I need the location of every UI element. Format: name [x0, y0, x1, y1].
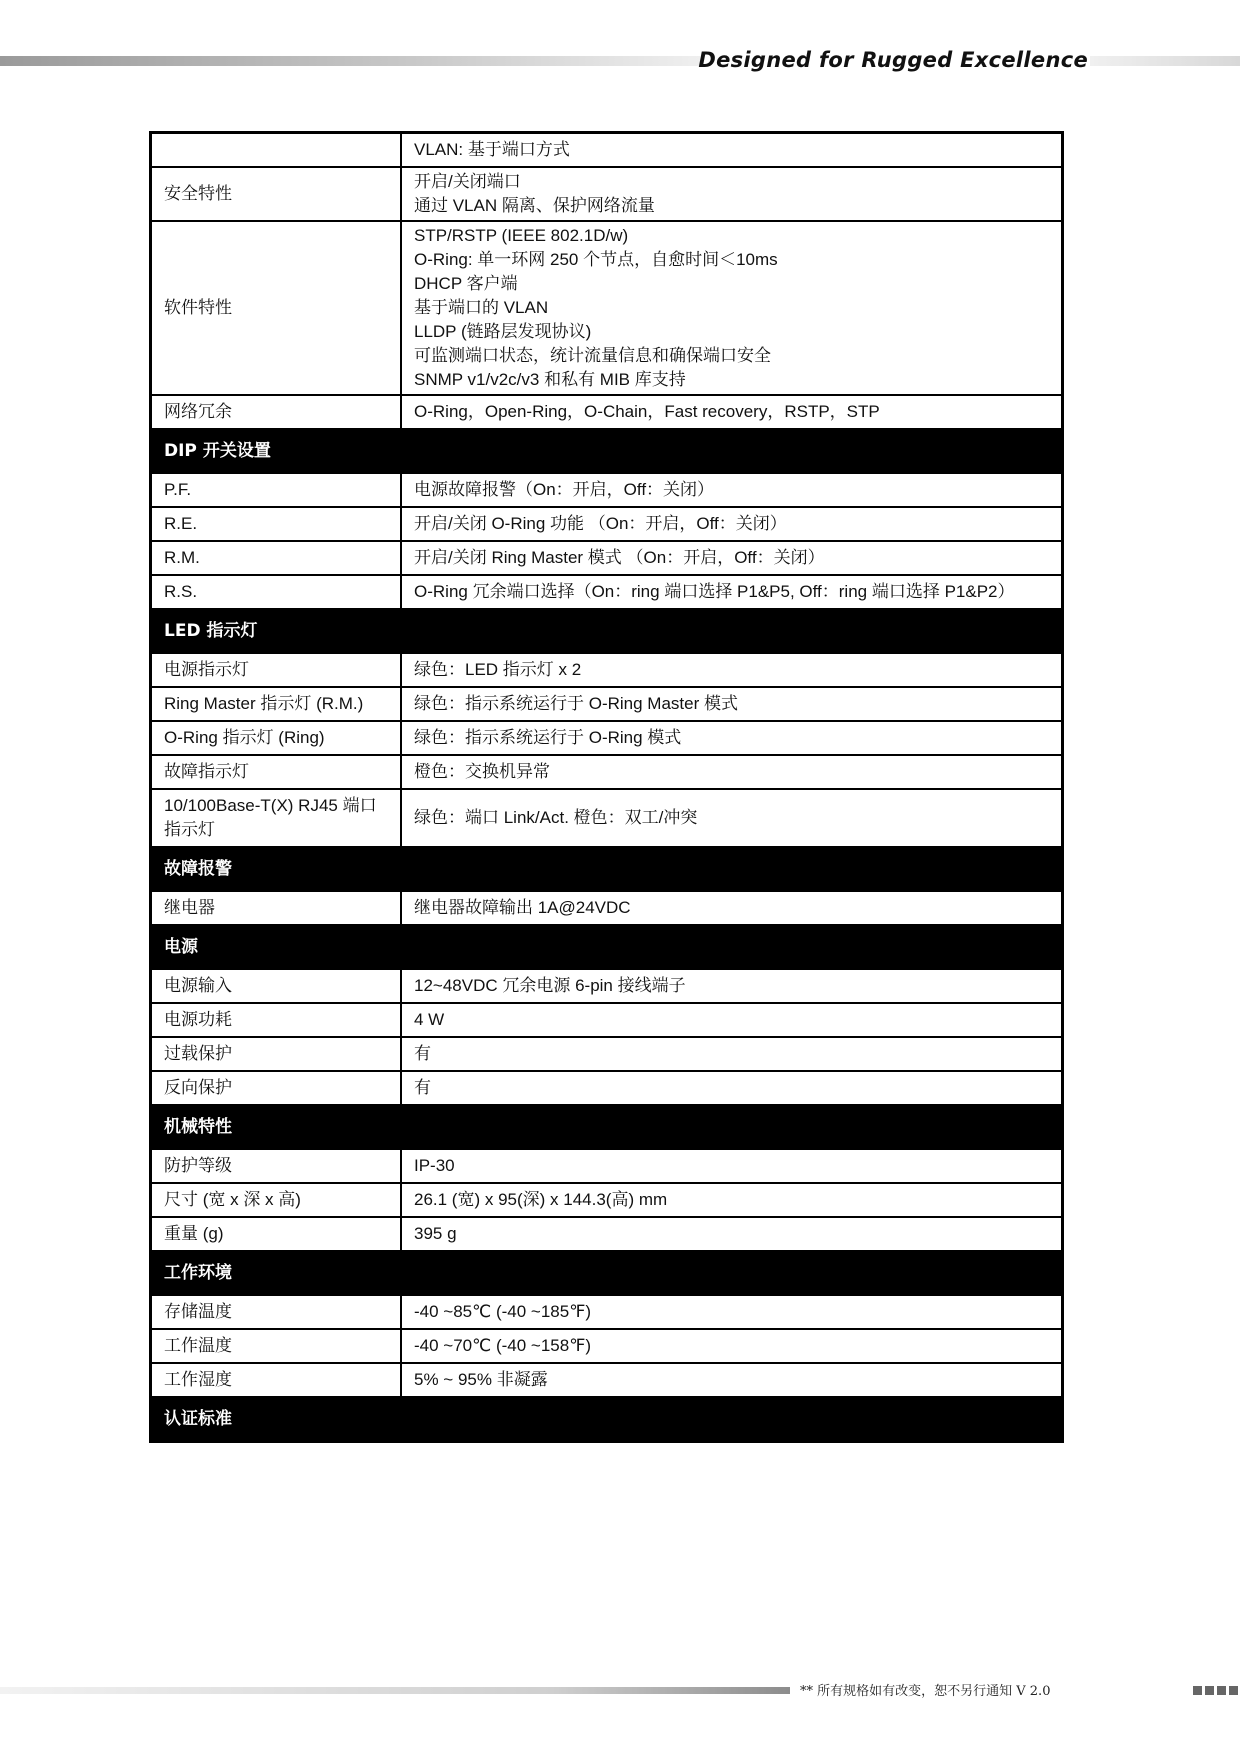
spec-value-line: LLDP (链路层发现协议) — [414, 322, 592, 341]
spec-row — [151, 687, 1063, 721]
spec-value-line: 有 — [414, 1044, 431, 1063]
section-header-label: DIP 开关设置 — [151, 429, 402, 473]
spec-value — [401, 1363, 1063, 1397]
spec-value — [401, 575, 1063, 609]
spec-value-line: 12~48VDC 冗余电源 6-pin 接线端子 — [414, 976, 686, 995]
spec-row — [151, 1071, 1063, 1105]
footer-square — [1217, 1686, 1226, 1695]
spec-row — [151, 755, 1063, 789]
spec-value — [401, 1071, 1063, 1105]
spec-value — [401, 395, 1063, 429]
spec-row — [151, 1363, 1063, 1397]
spec-label: 反向保护 — [151, 1071, 402, 1105]
spec-row — [151, 133, 1063, 168]
spec-value — [401, 1329, 1063, 1363]
spec-label: R.E. — [151, 507, 402, 541]
footer-square — [1205, 1686, 1214, 1695]
spec-label: Ring Master 指示灯 (R.M.) — [151, 687, 402, 721]
header-gradient-bar — [0, 56, 700, 66]
spec-value — [401, 969, 1063, 1003]
footer-gradient-bar — [0, 1687, 790, 1694]
spec-value — [401, 1217, 1063, 1251]
section-header-label: 电源 — [151, 925, 402, 969]
spec-value — [401, 133, 1063, 168]
section-header-row — [151, 1251, 1063, 1295]
spec-label: 网络冗余 — [151, 395, 402, 429]
spec-label: 软件特性 — [151, 221, 402, 395]
section-header-row — [151, 925, 1063, 969]
spec-row — [151, 1329, 1063, 1363]
spec-value-line: O-Ring 冗余端口选择（On：ring 端口选择 P1&P5, Off：ring 端口选择 P1&P2） — [414, 582, 1015, 601]
spec-row — [151, 1295, 1063, 1329]
spec-value — [401, 1183, 1063, 1217]
section-header-row — [151, 1397, 1063, 1442]
spec-value — [401, 541, 1063, 575]
spec-value-line: 395 g — [414, 1224, 457, 1243]
spec-value-line: 绿色：指示系统运行于 O-Ring 模式 — [414, 728, 682, 747]
spec-value — [401, 1295, 1063, 1329]
section-header-label: 故障报警 — [151, 847, 402, 891]
spec-value-line: -40 ~70℃ (-40 ~158℉) — [414, 1336, 592, 1355]
spec-value-line: VLAN: 基于端口方式 — [414, 140, 570, 159]
spec-value-line: 开启/关闭 O-Ring 功能 （On：开启，Off：关闭） — [414, 514, 787, 533]
section-header-fill — [401, 1105, 1063, 1149]
spec-value-line: 5% ~ 95% 非凝露 — [414, 1370, 548, 1389]
section-header-row — [151, 1105, 1063, 1149]
spec-value — [401, 473, 1063, 507]
spec-value-line: 通过 VLAN 隔离、保护网络流量 — [414, 196, 655, 215]
spec-label: 重量 (g) — [151, 1217, 402, 1251]
spec-row — [151, 541, 1063, 575]
spec-value — [401, 755, 1063, 789]
section-header-fill — [401, 609, 1063, 653]
spec-value — [401, 721, 1063, 755]
spec-row — [151, 395, 1063, 429]
spec-label: 工作温度 — [151, 1329, 402, 1363]
spec-value — [401, 687, 1063, 721]
spec-label: 故障指示灯 — [151, 755, 402, 789]
spec-label: 电源指示灯 — [151, 653, 402, 687]
spec-label: 电源功耗 — [151, 1003, 402, 1037]
section-header-row — [151, 847, 1063, 891]
spec-row — [151, 891, 1063, 925]
spec-value-line: STP/RSTP (IEEE 802.1D/w) — [414, 226, 629, 245]
spec-value — [401, 221, 1063, 395]
spec-row — [151, 473, 1063, 507]
spec-value-line: DHCP 客户端 — [414, 274, 518, 293]
section-header-row — [151, 429, 1063, 473]
spec-value — [401, 1037, 1063, 1071]
spec-row — [151, 1037, 1063, 1071]
spec-value-line: O-Ring: 单一环网 250 个节点，自愈时间＜10ms — [414, 250, 778, 269]
spec-row — [151, 221, 1063, 395]
spec-value — [401, 789, 1063, 847]
spec-value-line: 绿色：指示系统运行于 O-Ring Master 模式 — [414, 694, 738, 713]
spec-row — [151, 575, 1063, 609]
spec-label: O-Ring 指示灯 (Ring) — [151, 721, 402, 755]
section-header-fill — [401, 1251, 1063, 1295]
header-gradient-bar-right — [1090, 56, 1240, 66]
spec-label: 防护等级 — [151, 1149, 402, 1183]
spec-value-line: O-Ring，Open-Ring，O-Chain，Fast recovery，RSTP，STP — [414, 402, 880, 421]
spec-row — [151, 789, 1063, 847]
spec-label: 10/100Base-T(X) RJ45 端口指示灯 — [151, 789, 402, 847]
spec-row — [151, 721, 1063, 755]
spec-value-line: 绿色：端口 Link/Act. 橙色：双工/冲突 — [414, 808, 698, 827]
spec-value-line: 26.1 (宽) x 95(深) x 144.3(高) mm — [414, 1190, 668, 1209]
spec-value-line: 开启/关闭 Ring Master 模式 （On：开启，Off：关闭） — [414, 548, 825, 567]
spec-label: R.S. — [151, 575, 402, 609]
section-header-row — [151, 609, 1063, 653]
spec-value — [401, 653, 1063, 687]
spec-label — [151, 133, 402, 168]
spec-value-line: 4 W — [414, 1010, 445, 1029]
spec-value — [401, 1149, 1063, 1183]
spec-value — [401, 167, 1063, 221]
section-header-fill — [401, 429, 1063, 473]
footer-square — [1229, 1686, 1238, 1695]
spec-row — [151, 1217, 1063, 1251]
spec-value-line: -40 ~85℃ (-40 ~185℉) — [414, 1302, 592, 1321]
spec-label: P.F. — [151, 473, 402, 507]
spec-label: 电源输入 — [151, 969, 402, 1003]
spec-value-line: 电源故障报警（On：开启，Off：关闭） — [414, 480, 715, 499]
section-header-fill — [401, 925, 1063, 969]
spec-table-body — [151, 133, 1063, 1442]
spec-table — [149, 131, 1064, 1443]
spec-label: 过载保护 — [151, 1037, 402, 1071]
spec-value-line: 开启/关闭端口 — [414, 172, 521, 191]
spec-row — [151, 1149, 1063, 1183]
footer-squares-decoration — [1193, 1686, 1238, 1695]
spec-label: R.M. — [151, 541, 402, 575]
spec-value-line: SNMP v1/v2c/v3 和私有 MIB 库支持 — [414, 370, 686, 389]
spec-row — [151, 1183, 1063, 1217]
spec-value — [401, 1003, 1063, 1037]
section-header-label: 认证标准 — [151, 1397, 402, 1442]
spec-row — [151, 507, 1063, 541]
spec-value-line: 基于端口的 VLAN — [414, 298, 549, 317]
spec-value-line: IP-30 — [414, 1156, 455, 1175]
header-tagline: Designed for Rugged Excellence — [698, 48, 1088, 72]
spec-value-line: 橙色：交换机异常 — [414, 762, 550, 781]
spec-label: 安全特性 — [151, 167, 402, 221]
spec-value-line: 可监测端口状态，统计流量信息和确保端口安全 — [414, 346, 771, 365]
spec-label: 继电器 — [151, 891, 402, 925]
spec-value-line: 有 — [414, 1078, 431, 1097]
section-header-label: 机械特性 — [151, 1105, 402, 1149]
footer-square — [1193, 1686, 1202, 1695]
section-header-fill — [401, 1397, 1063, 1442]
spec-row — [151, 1003, 1063, 1037]
spec-value — [401, 891, 1063, 925]
spec-row — [151, 167, 1063, 221]
spec-row — [151, 653, 1063, 687]
spec-label: 工作湿度 — [151, 1363, 402, 1397]
section-header-fill — [401, 847, 1063, 891]
section-header-label: LED 指示灯 — [151, 609, 402, 653]
spec-value-line: 继电器故障输出 1A@24VDC — [414, 898, 631, 917]
footer-note: ** 所有规格如有改变，恕不另行通知 V 2.0 — [800, 1684, 1051, 1699]
spec-value — [401, 507, 1063, 541]
spec-label: 存储温度 — [151, 1295, 402, 1329]
spec-value-line: 绿色：LED 指示灯 x 2 — [414, 660, 582, 679]
spec-label: 尺寸 (宽 x 深 x 高) — [151, 1183, 402, 1217]
spec-row — [151, 969, 1063, 1003]
section-header-label: 工作环境 — [151, 1251, 402, 1295]
